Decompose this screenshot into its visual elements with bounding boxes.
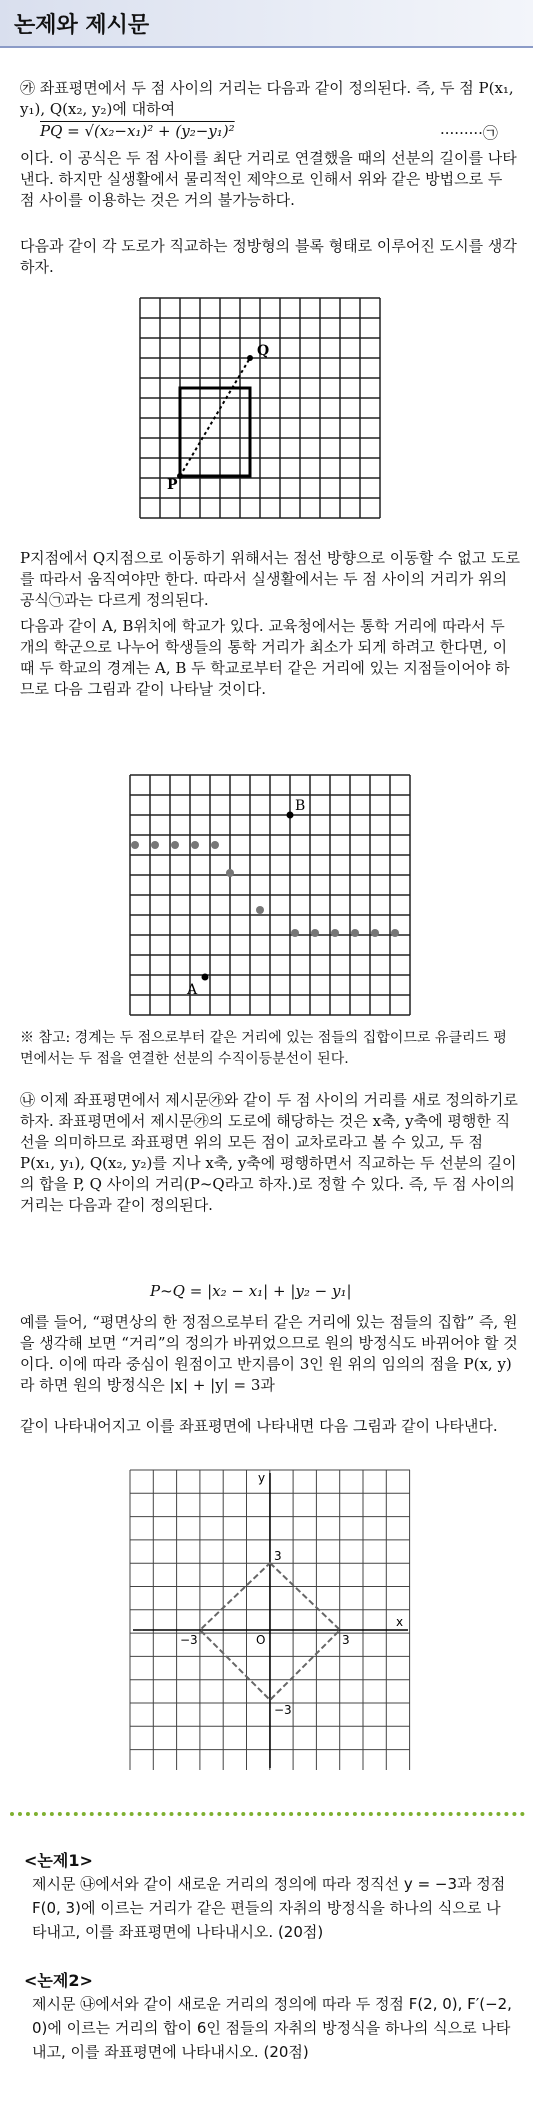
q1-text: 제시문 ㉯에서와 같이 새로운 거리의 정의에 따라 정직선 y = −3과 정점 F(0, 3)에 이르는 거리가 같은 편들의 자취의 방정식을 하나의 식으로 나타내고, 이를 좌표평면에 나타내시오. (20점) [32,1875,506,1941]
label-a: A [187,982,198,998]
passage-a-school: 다음과 같이 A, B위치에 학교가 있다. 교육청에서는 통학 거리에 따라서 두 개의 학군으로 나누어 학생들의 통학 거리가 최소가 되게 하려고 한다면, 이 때 두 학교의 경계는 A, B 두 학교로부터 같은 거리에 있는 지점들이어야 하므로 다음 그림과 같이 나타날 것이다. [20,617,510,698]
tick-x-3: 3 [342,1633,350,1647]
q1-heading: <논제1> [24,1851,93,1870]
passage-b-circle: 예를 들어, “평면상의 한 정점으로부터 같은 거리에 있는 점들의 집합” 즉, 원을 생각해 보면 “거리”의 정의가 바뀌었으므로 원의 방정식도 바뀌어야 할 것이다. 이에 따라 중심이 원점이고 반지름이 3인 원 위의 임의의 점을 P(x, y)라 하면 원의 방정식은 |x| + |y| = 3과 [20,1313,518,1394]
x-axis-label: x [396,1615,404,1629]
q2-text: 제시문 ㉯에서와 같이 새로운 거리의 정의에 따라 두 정점 F(2, 0), F′(−2, 0)에 이르는 거리의 합이 6인 점들의 자취의 방정식을 하나의 식으로 나타내고, 이를 좌표평면에 나타내시오. (20점) [32,1995,512,2061]
page-title: 논제와 제시문 [14,13,150,38]
passage-a-road: P지점에서 Q지점으로 이동하기 위해서는 점선 방향으로 이동할 수 없고 도로를 따라서 움직여야만 한다. 따라서 실생활에서는 두 점 사이의 거리가 위의 공식㉠과는 다르게 정의된다. [20,549,521,609]
passage-b-figure-intro: 같이 나타내어지고 이를 좌표평면에 나타내면 다음 그림과 같이 나타낸다. [20,1417,498,1435]
page-header [0,0,533,48]
taxicab-circle-figure [128,1468,414,1773]
label-p: P [167,477,178,493]
y-axis-label: y [258,1471,266,1485]
formula-euclid: PQ = √(x₂−x₁)² + (y₂−y₁)² [40,122,235,140]
tick-x-minus-3: −3 [180,1633,198,1647]
tick-y-3: 3 [274,1549,282,1563]
tick-y-minus-3: −3 [274,1703,292,1717]
passage-a-intro: ㉮ 좌표평면에서 두 점 사이의 거리는 다음과 같이 정의된다. 즉, 두 점 P(x₁, y₁), Q(x₂, y₂)에 대하여 [20,79,514,118]
formula-taxicab: P~Q = |x₂ − x₁| + |y₂ − y₁| [150,1282,352,1300]
label-b: B [295,798,306,814]
formula-tag: ·········㉠ [440,124,498,142]
school-boundary-figure [125,770,415,1025]
note-text: ※ 참고: 경계는 두 점으로부터 같은 거리에 있는 점들의 집합이므로 유클리드 평면에서는 두 점을 연결한 선분의 수직이등분선이 된다. [20,1030,507,1067]
section-divider [10,1812,525,1816]
label-q: Q [257,343,270,359]
point-q [247,355,253,361]
passage-a-city: 다음과 같이 각 도로가 직교하는 정방형의 블록 형태로 이루어진 도시를 생각하자. [20,237,517,276]
city-grid-figure [135,293,395,533]
point-b [287,812,294,819]
point-a [202,974,209,981]
passage-a-explain: 이다. 이 공식은 두 점 사이를 최단 거리로 연결했을 때의 선분의 길이를 나타낸다. 하지만 실생활에서 물리적인 제약으로 인해서 위와 같은 방법으로 두 점 사이를 이용하는 것은 거의 불가능하다. [20,149,517,209]
origin-label: O [256,1633,266,1647]
q2-heading: <논제2> [24,1971,93,1990]
point-p [177,473,183,479]
passage-b-intro: ㉯ 이제 좌표평면에서 제시문㉮와 같이 두 점 사이의 거리를 새로 정의하기로 하자. 좌표평면에서 제시문㉮의 도로에 해당하는 것은 x축, y축에 평행한 직선을 의미하므로 좌표평면 위의 모든 점이 교차로라고 볼 수 있고, 두 점 P(x₁, y₁), Q(x₂, y₂)를 지나 x축, y축에 평행하면서 직교하는 두 선분의 길이의 합을 P, Q 사이의 거리(P~Q라고 하자.)로 정할 수 있다. 즉, 두 점 사이의 거리는 다음과 같이 정의된다. [20,1091,518,1214]
